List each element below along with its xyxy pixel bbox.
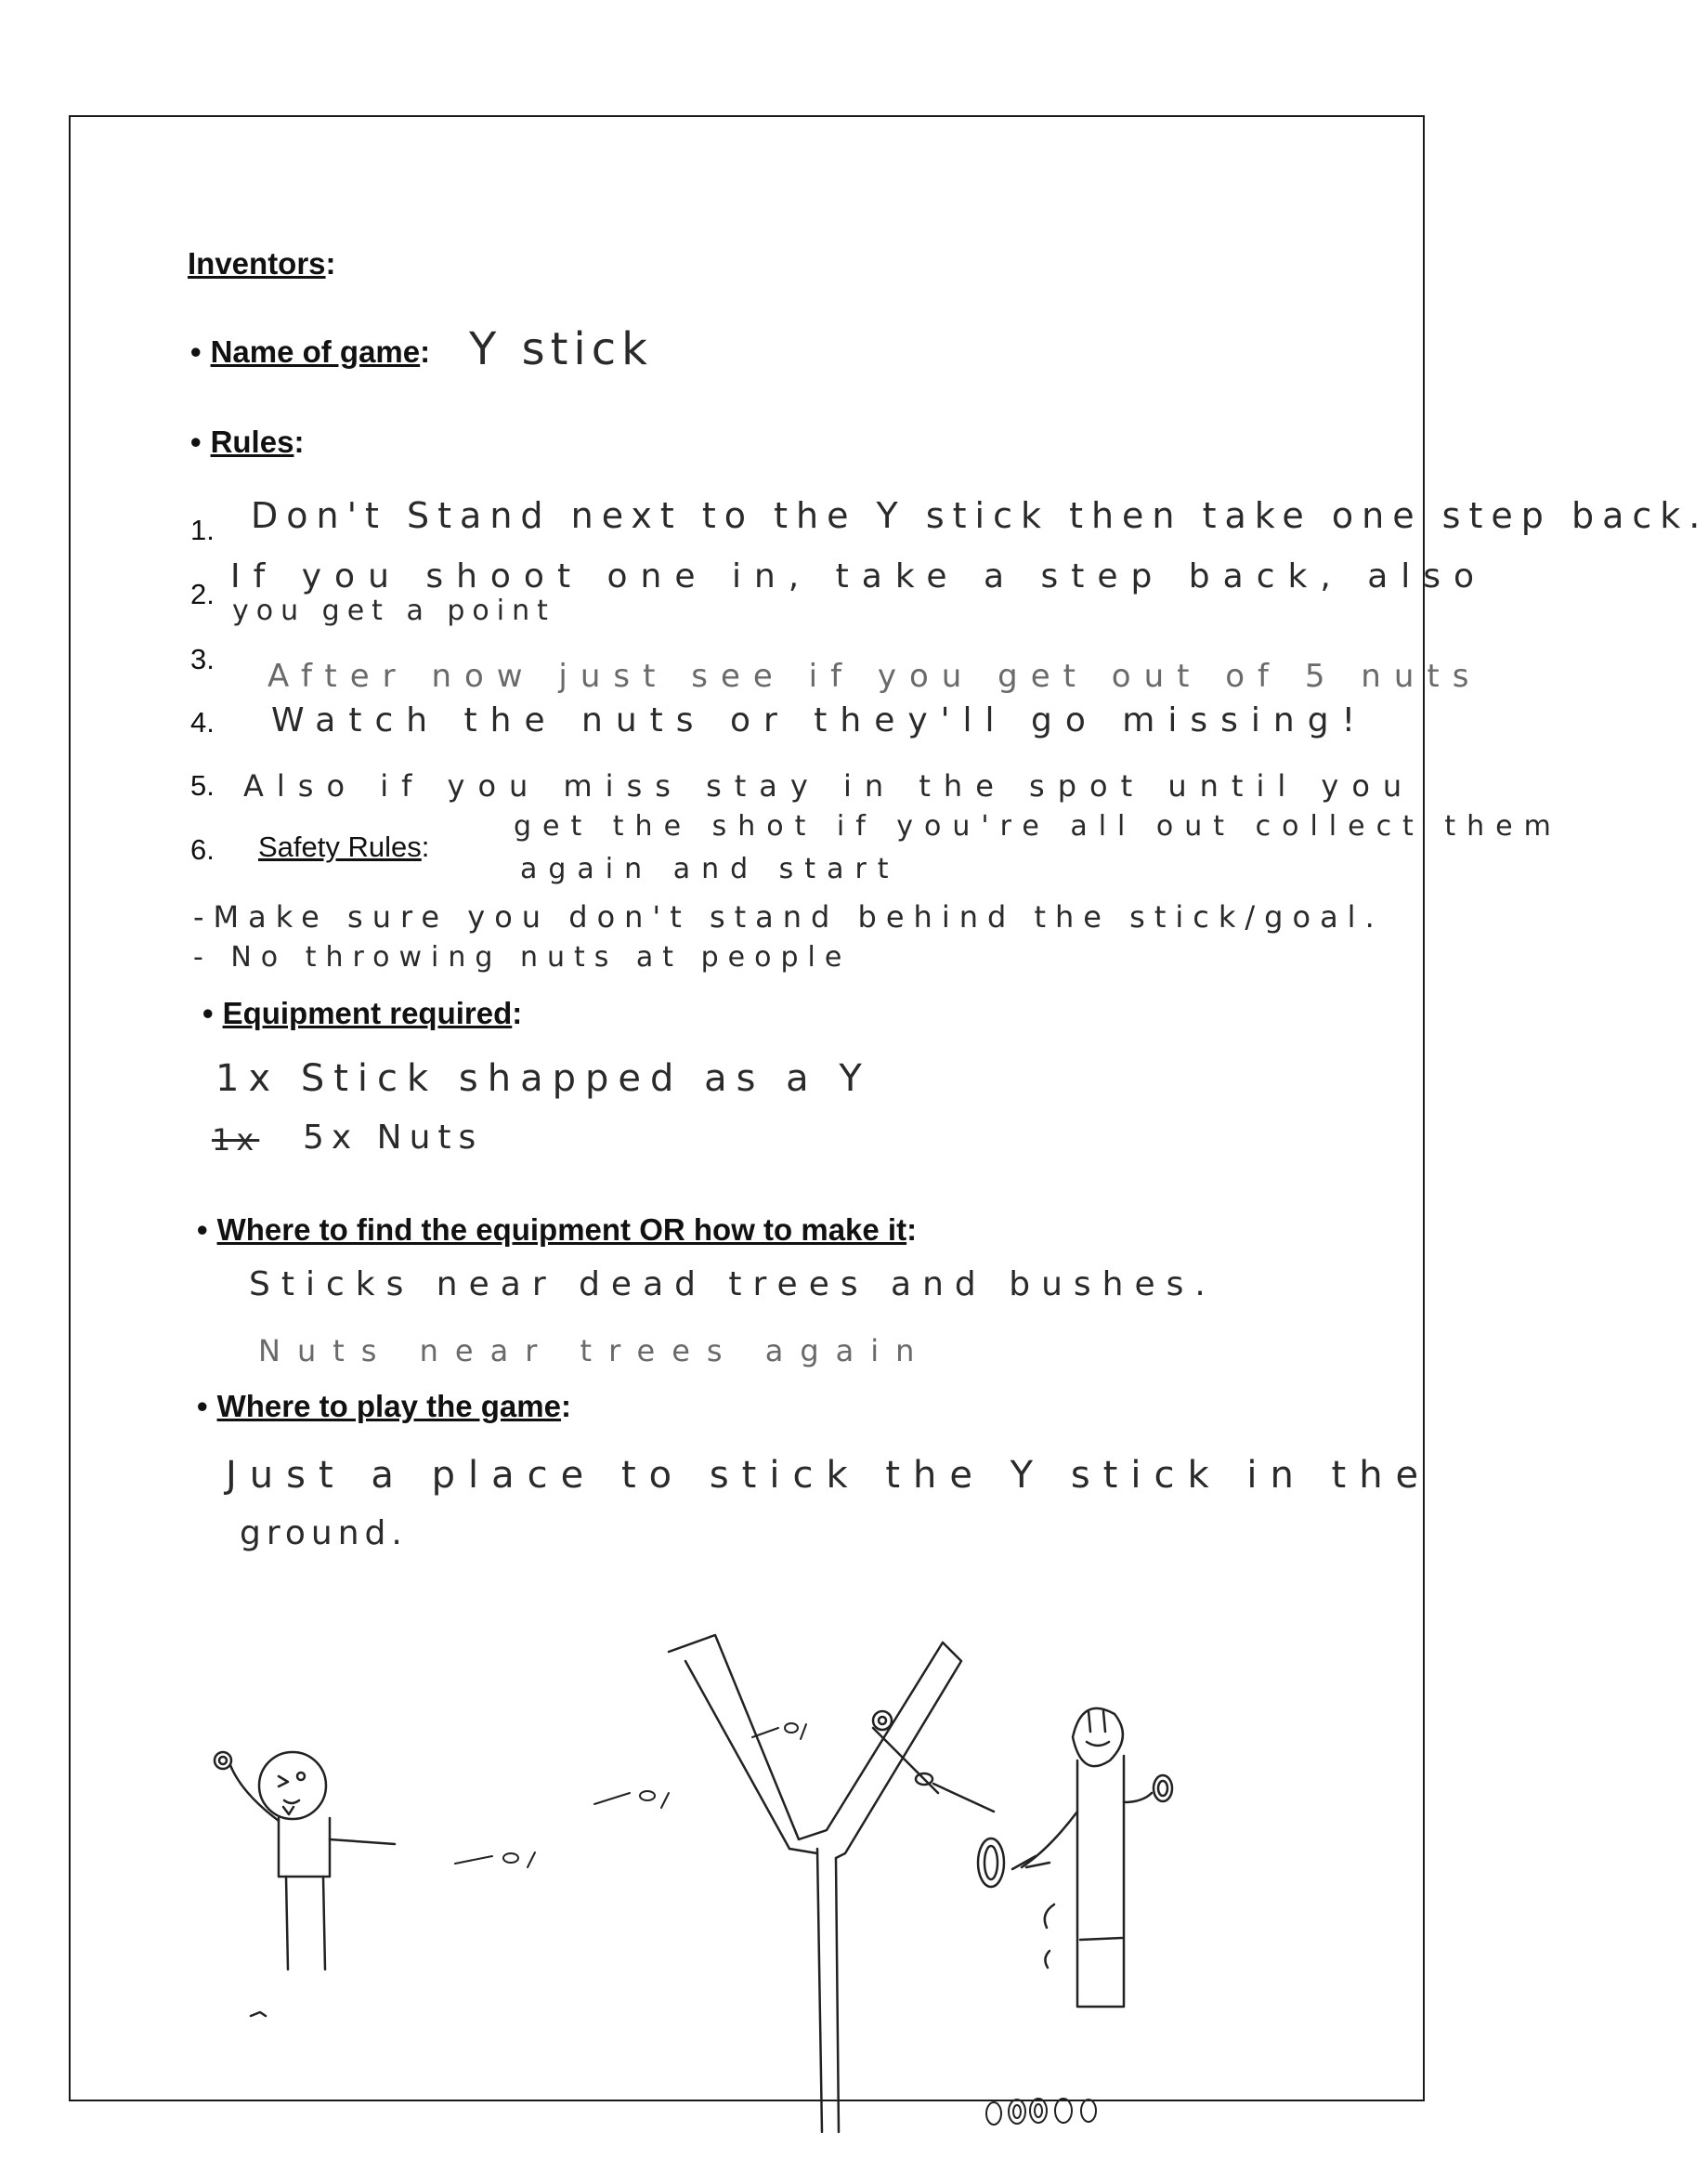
rule-line: get the shot if you're all out collect them [514,810,1562,843]
equipment-line: 1x Stick shapped as a Y [215,1057,871,1100]
where-to-play-line: Just a place to stick the Y stick in the [226,1454,1432,1497]
rule-line: you get a point [232,595,555,627]
rule-line: If you shoot one in, take a step back, also [230,557,1488,595]
rule-number: 4. [190,706,215,739]
rule-line: again and start [520,853,900,885]
equipment-crossed-out: 1x [212,1122,260,1158]
rule-number: 3. [190,643,215,675]
safety-rule-line: - No throwing nuts at people [193,941,852,974]
where-to-find-line: Nuts near trees again [258,1333,932,1368]
ground-nuts [986,2099,1096,2125]
safety-rules-label: Safety Rules: [258,831,430,863]
equipment-line: 5x Nuts [303,1119,484,1157]
rule-number: 2. [190,578,215,610]
rule-line: Don't Stand next to the Y stick then take one step back. [251,495,1708,536]
rule-line: Also if you miss stay in the spot until you [243,768,1415,804]
y-stick-drawing [669,1635,994,2132]
rule-line: Watch the nuts or they'll go missing! [271,701,1368,739]
left-player-figure [215,1752,395,2016]
rule-number: 6. [190,833,215,866]
inventors-heading: Inventors: [188,246,336,281]
name-of-game-value: Y stick [469,323,653,375]
safety-rule-line: -Make sure you don't stand behind the stick/goal. [193,899,1384,935]
rule-number: 1. [190,514,215,546]
rules-label: • Rules: [190,425,304,460]
right-player-figure [978,1708,1172,2007]
where-to-play-label: • Where to play the game: [197,1389,571,1424]
rule-number: 5. [190,769,215,802]
where-to-find-line: Sticks near dead trees and bushes. [249,1265,1217,1303]
game-drawing [186,1654,1393,2127]
where-to-find-label: • Where to find the equipment OR how to make it: [197,1212,917,1248]
where-to-play-line: ground. [240,1514,408,1552]
rule-line: After now just see if you get out of 5 nuts [267,658,1482,695]
flying-nuts [455,1723,806,1867]
name-of-game-label: • Name of game: [190,334,430,370]
equipment-label: • Equipment required: [202,996,522,1031]
